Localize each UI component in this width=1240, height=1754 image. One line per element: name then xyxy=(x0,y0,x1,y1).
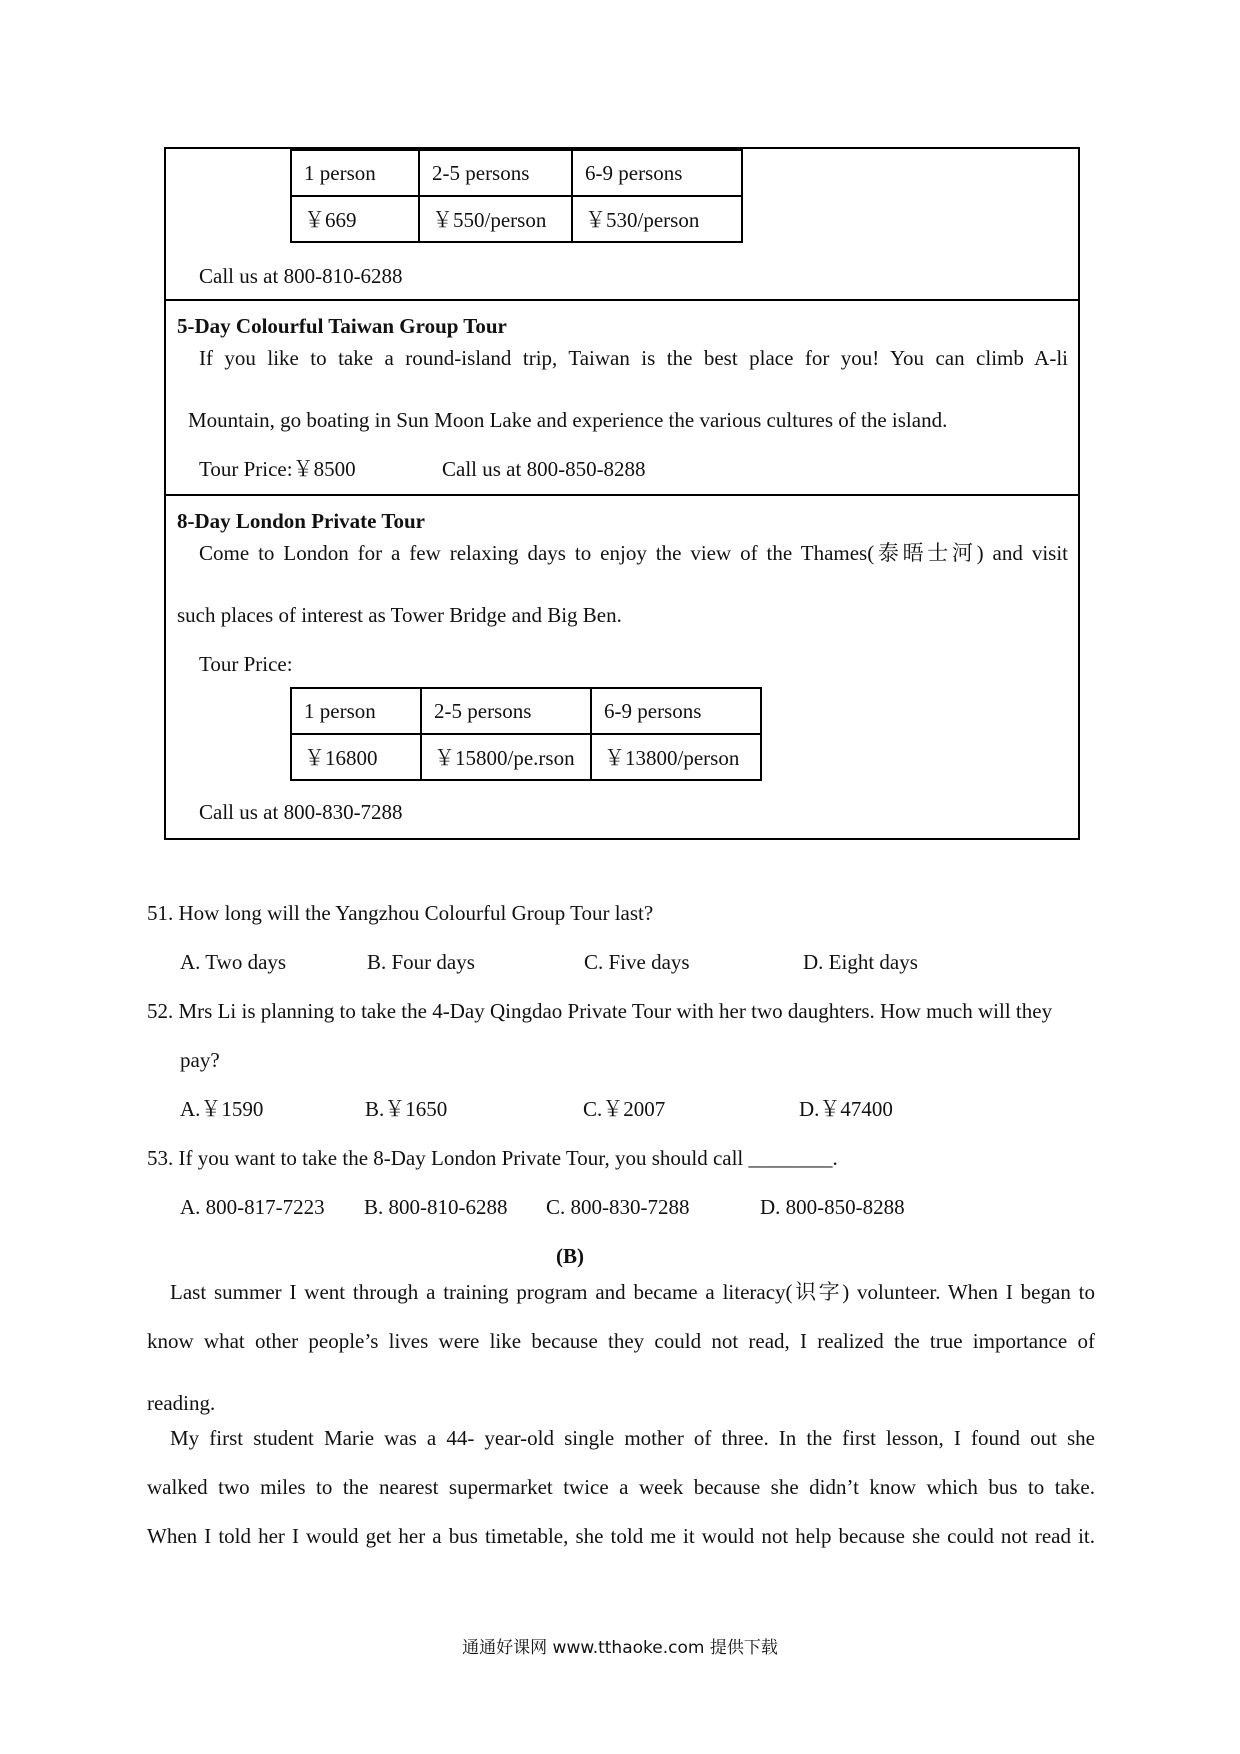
london-tour-price-label: Tour Price: xyxy=(199,652,293,676)
section-b-p1-line2: know what other people’s lives were like because they could not read, I realized the true importance of xyxy=(147,1329,1095,1353)
london-tour-title: 8-Day London Private Tour xyxy=(177,509,425,533)
table-cell: 6-9 persons xyxy=(591,688,761,734)
table-cell: ￥16800 xyxy=(291,734,421,780)
taiwan-tour-title: 5-Day Colourful Taiwan Group Tour xyxy=(177,314,507,338)
divider xyxy=(166,494,1078,496)
table-cell: 1 person xyxy=(291,688,421,734)
table-row xyxy=(291,196,742,242)
question-52-cont: pay? xyxy=(180,1048,220,1072)
question-51-option-b: B. Four days xyxy=(367,950,475,974)
question-53-option-c: C. 800-830-7288 xyxy=(546,1195,690,1219)
tour-box xyxy=(164,147,1080,840)
question-52-option-d: D.￥47400 xyxy=(799,1097,893,1121)
question-52-option-b: B.￥1650 xyxy=(365,1097,448,1121)
table-row xyxy=(291,734,761,780)
section-b-heading: (B) xyxy=(556,1244,584,1268)
top-price-table xyxy=(290,149,743,243)
london-tour-line1: Come to London for a few relaxing days to enjoy the view of the Thames(泰晤士河) and visit xyxy=(199,541,1068,565)
table-row xyxy=(291,150,742,196)
table-row xyxy=(291,688,761,734)
taiwan-tour-line1: If you like to take a round-island trip, Taiwan is the best place for you! You can climb A-li xyxy=(199,346,1068,370)
london-tour-line2: such places of interest as Tower Bridge and Big Ben. xyxy=(177,603,622,627)
question-53-option-b: B. 800-810-6288 xyxy=(364,1195,508,1219)
question-53-option-a: A. 800-817-7223 xyxy=(180,1195,325,1219)
table-cell: ￥15800/pe.rson xyxy=(421,734,591,780)
section-b-p1-line1: Last summer I went through a training program and became a literacy(识字) volunteer. When I began to xyxy=(170,1280,1095,1304)
table-cell: ￥530/person xyxy=(572,196,742,242)
question-52-option-c: C.￥2007 xyxy=(583,1097,666,1121)
question-53-option-d: D. 800-850-8288 xyxy=(760,1195,905,1219)
section-b-p2-line2: walked two miles to the nearest supermarket twice a week because she didn’t know which bus to take. xyxy=(147,1475,1095,1499)
taiwan-tour-call: Call us at 800-850-8288 xyxy=(442,457,646,481)
page-footer: 通通好课网 www.tthaoke.com 提供下载 xyxy=(462,1638,778,1658)
divider xyxy=(166,299,1078,301)
table-cell: 1 person xyxy=(291,150,419,196)
table-cell: ￥550/person xyxy=(419,196,572,242)
table-cell: ￥669 xyxy=(291,196,419,242)
section-b-p2-line3: When I told her I would get her a bus timetable, she told me it would not help because she could not read it. xyxy=(147,1524,1095,1548)
table-cell: 2-5 persons xyxy=(419,150,572,196)
london-tour-call: Call us at 800-830-7288 xyxy=(199,800,403,824)
section-b-p1-line3: reading. xyxy=(147,1391,216,1415)
question-53: 53. If you want to take the 8-Day London Private Tour, you should call ________. xyxy=(147,1146,838,1170)
top-call-text: Call us at 800-810-6288 xyxy=(199,264,403,288)
question-52: 52. Mrs Li is planning to take the 4-Day Qingdao Private Tour with her two daughters. How much will they xyxy=(147,999,1053,1023)
question-51: 51. How long will the Yangzhou Colourful Group Tour last? xyxy=(147,901,654,925)
question-51-option-a: A. Two days xyxy=(180,950,287,974)
table-cell: 2-5 persons xyxy=(421,688,591,734)
question-51-option-c: C. Five days xyxy=(584,950,690,974)
taiwan-tour-line2: Mountain, go boating in Sun Moon Lake and experience the various cultures of the island. xyxy=(188,408,948,432)
section-b-p2-line1: My first student Marie was a 44- year-old single mother of three. In the first lesson, I found out she xyxy=(170,1426,1095,1450)
london-price-table xyxy=(290,687,762,781)
table-cell: ￥13800/person xyxy=(591,734,761,780)
table-cell: 6-9 persons xyxy=(572,150,742,196)
taiwan-tour-price: Tour Price:￥8500 xyxy=(199,457,356,481)
question-52-option-a: A.￥1590 xyxy=(180,1097,264,1121)
question-51-option-d: D. Eight days xyxy=(803,950,918,974)
